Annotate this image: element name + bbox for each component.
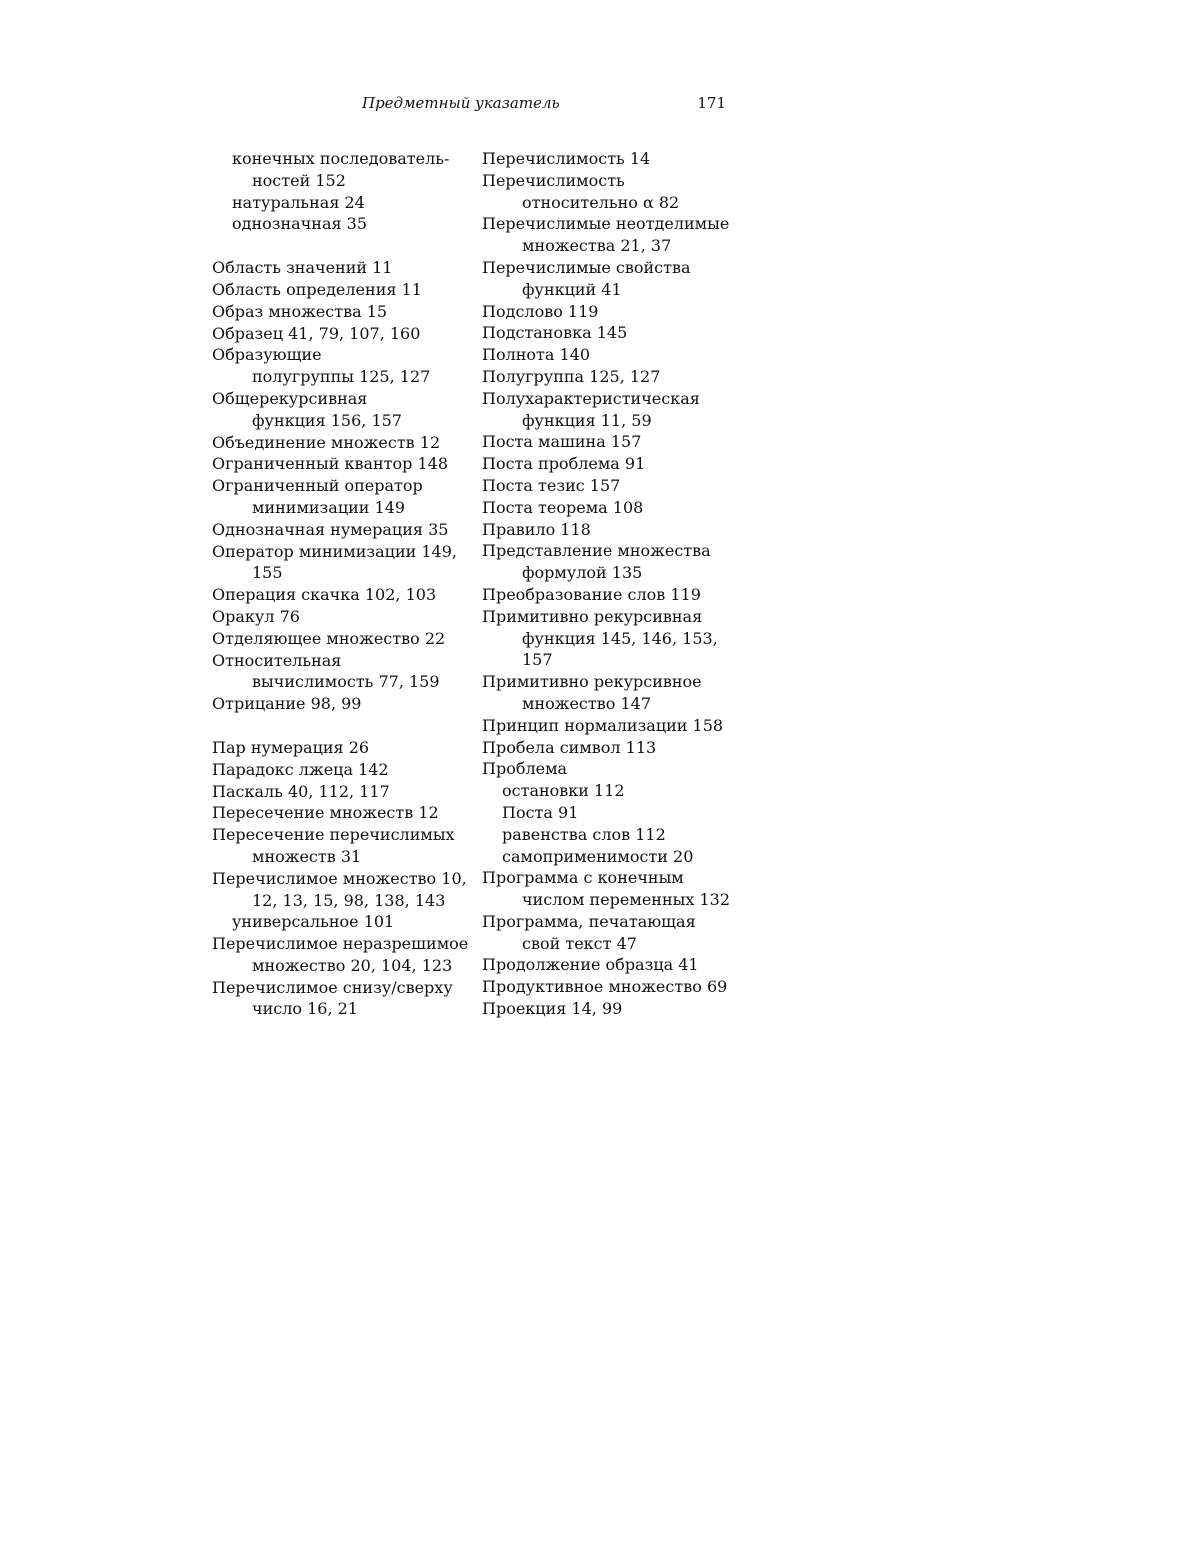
index-subentry: Поста 91: [502, 802, 579, 822]
index-entry: Пересечение перечислимых: [212, 825, 455, 845]
index-entry: Образ множества 15: [212, 301, 388, 321]
index-subentry: 12, 13, 15, 98, 138, 143: [252, 890, 446, 910]
index-column-right: [482, 148, 732, 1020]
index-subentry: минимизации 149: [252, 497, 406, 517]
index-subentry: множеств 31: [252, 846, 362, 866]
index-entry: Перечислимость 14: [482, 149, 651, 168]
index-entry: Объединение множеств 12: [212, 432, 441, 452]
index-subentry: 157: [522, 650, 553, 670]
index-entry: Проблема: [482, 759, 568, 779]
index-entry: Перечислимое снизу/сверху: [212, 977, 453, 997]
index-subentry: множество 20, 104, 123: [252, 955, 453, 975]
index-subentry: равенства слов 112: [502, 824, 666, 844]
index-entry: Примитивно рекурсивная: [482, 606, 703, 626]
index-entry: Поста проблема 91: [482, 454, 646, 474]
index-subentry: однозначная 35: [232, 214, 368, 234]
running-title: Предметный указатель: [362, 94, 560, 112]
index-entry: Операция скачка 102, 103: [212, 585, 437, 605]
index-entry: Подстановка 145: [482, 323, 628, 343]
index-subentry: 155: [252, 563, 283, 583]
index-entry: Продуктивное множество 69: [482, 977, 728, 997]
index-entry: Полухарактеристическая: [482, 388, 700, 408]
index-subentry: функция 11, 59: [522, 410, 652, 430]
index-entry: Оператор минимизации 149,: [212, 541, 457, 561]
page-header: [212, 94, 726, 118]
index-entry: Проекция 14, 99: [482, 999, 623, 1019]
index-entry: Перечислимое множество 10,: [212, 868, 467, 888]
index-subentry: функций 41: [522, 279, 622, 299]
index-entry: Парадокс лжеца 142: [212, 759, 389, 779]
index-entry: Образующие: [212, 345, 322, 365]
index-entry: Образец 41, 79, 107, 160: [212, 323, 421, 343]
index-subentry: вычислимость 77, 159: [252, 672, 440, 692]
index-entry: Перечислимость: [482, 170, 625, 190]
index-entry: Оракул 76: [212, 606, 300, 626]
index-entry: Преобразование слов 119: [482, 584, 701, 604]
index-subentry: числом переменных 132: [522, 890, 730, 910]
index-entry: Принцип нормализации 158: [482, 715, 724, 735]
index-subentry: функция 145, 146, 153,: [522, 628, 718, 648]
index-entry: Паскаль 40, 112, 117: [212, 781, 390, 801]
index-entry: Общерекурсивная: [212, 388, 368, 408]
index-subentry: самоприменимости 20: [502, 846, 694, 866]
index-entry: Поста машина 157: [482, 432, 642, 452]
page-number: 171: [697, 94, 726, 112]
index-subentry: число 16, 21: [252, 999, 358, 1019]
index-subentry: множество 147: [522, 693, 652, 713]
index-entry: Примитивно рекурсивное: [482, 672, 702, 692]
index-subentry: конечных последователь-: [232, 149, 450, 168]
index-subentry: полугруппы 125, 127: [252, 367, 431, 387]
index-subentry: множества 21, 37: [522, 236, 672, 256]
index-entry: Продолжение образца 41: [482, 955, 699, 975]
index-entry: Относительная: [212, 650, 342, 670]
index-subentry: универсальное 101: [232, 912, 395, 932]
index-entry: Программа с конечным: [482, 868, 684, 888]
index-entry: Ограниченный квантор 148: [212, 454, 449, 474]
index-subentry: остановки 112: [502, 781, 625, 801]
index-entry: Поста теорема 108: [482, 497, 644, 517]
index-column-left: [212, 148, 472, 1020]
index-entry: Пар нумерация 26: [212, 737, 370, 757]
index-entry: Перечислимые неотделимые: [482, 214, 730, 234]
index-subentry: относительно α 82: [522, 192, 680, 212]
index-entry: Полугруппа 125, 127: [482, 366, 661, 386]
index-entry: Пересечение множеств 12: [212, 803, 439, 823]
index-entry: Представление множества: [482, 541, 711, 561]
index-subentry: функция 156, 157: [252, 410, 402, 430]
section-gap: [212, 715, 472, 737]
index-entry: Область определения 11: [212, 279, 422, 299]
index-entry: Отрицание 98, 99: [212, 694, 362, 714]
index-subentry: натуральная 24: [232, 192, 365, 212]
index-entry: Полнота 140: [482, 345, 591, 365]
index-subentry: свой текст 47: [522, 933, 637, 953]
index-entry: Правило 118: [482, 519, 591, 539]
index-entry: Поста тезис 157: [482, 475, 621, 495]
index-entry: Область значений 11: [212, 258, 393, 278]
index-entry: Подслово 119: [482, 301, 599, 321]
index-entry: Перечислимое неразрешимое: [212, 934, 469, 954]
index-entry: Пробела символ 113: [482, 737, 657, 757]
index-subentry: формулой 135: [522, 563, 643, 583]
index-entry: Отделяющее множество 22: [212, 628, 446, 648]
index-entry: Перечислимые свойства: [482, 257, 691, 277]
section-gap: [212, 235, 472, 257]
index-entry: Программа, печатающая: [482, 911, 696, 931]
index-entry: Ограниченный оператор: [212, 476, 423, 496]
index-entry: Однозначная нумерация 35: [212, 519, 449, 539]
index-subentry: ностей 152: [252, 170, 346, 190]
